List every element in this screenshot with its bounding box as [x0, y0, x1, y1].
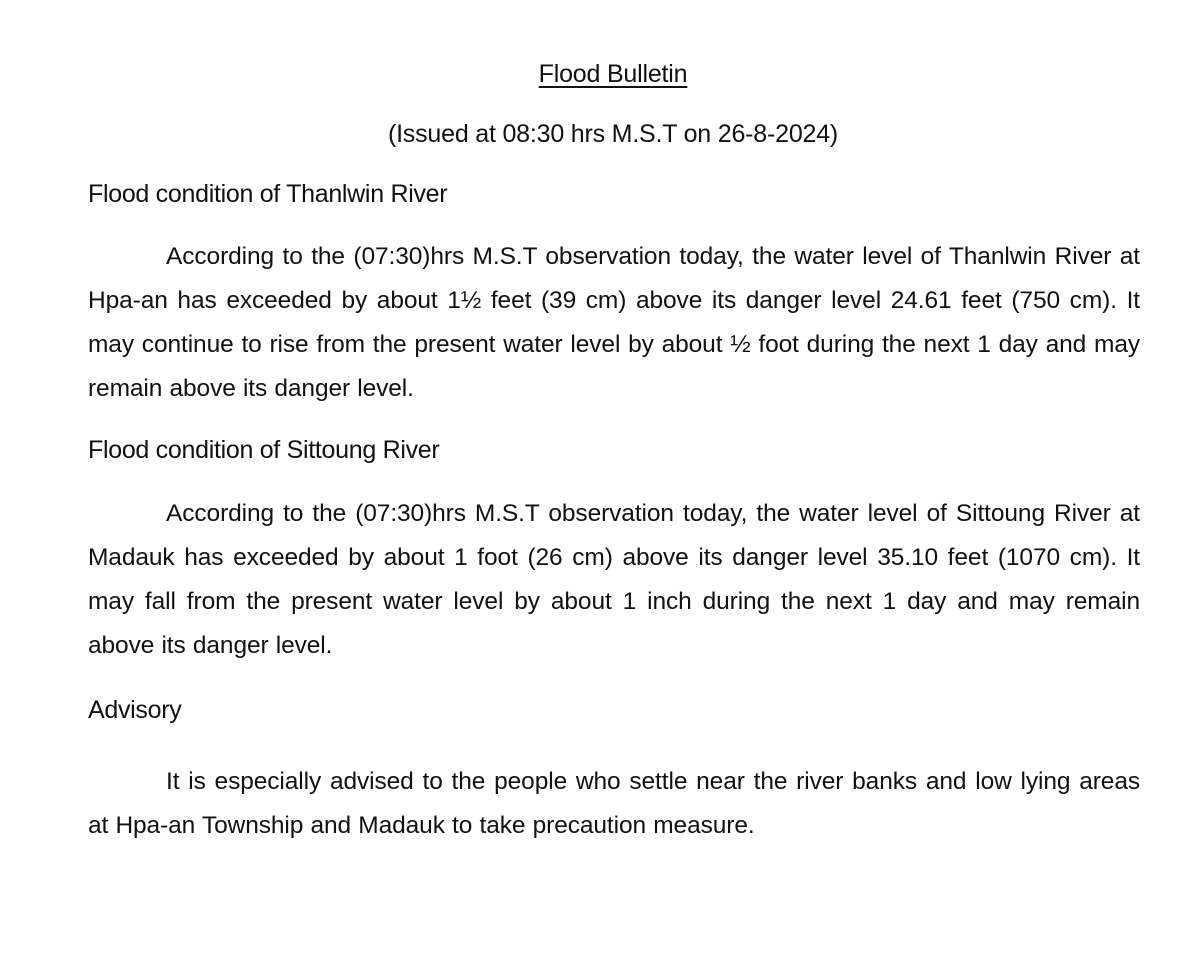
advisory-paragraph: It is especially advised to the people who settle near the river banks and low lying areas at Hpa-an Township and Madauk to take precaution measure. [88, 768, 1140, 839]
advisory-heading: Advisory [88, 696, 182, 724]
bulletin-title: Flood Bulletin [538, 60, 688, 88]
sittoung-paragraph: According to the (07:30)hrs M.S.T observation today, the water level of Sittoung River at Madauk has exceeded by about 1 foot (26 cm) above its danger level 35.10 feet (1070 cm). It may fall from the present water level by about 1 inch during the next 1 day and may remain above its danger level. [88, 500, 1140, 659]
sittoung-heading: Flood condition of Sittoung River [88, 436, 440, 464]
thanlwin-paragraph: According to the (07:30)hrs M.S.T observation today, the water level of Thanlwin River at Hpa-an has exceeded by about 1½ feet (39 cm) above its danger level 24.61 feet (750 cm). It may continue to rise from the present water level by about ½ foot during the next 1 day and may remain above its danger level. [88, 243, 1140, 402]
thanlwin-heading: Flood condition of Thanlwin River [88, 180, 448, 208]
issued-timestamp: (Issued at 08:30 hrs M.S.T on 26-8-2024) [387, 120, 839, 148]
